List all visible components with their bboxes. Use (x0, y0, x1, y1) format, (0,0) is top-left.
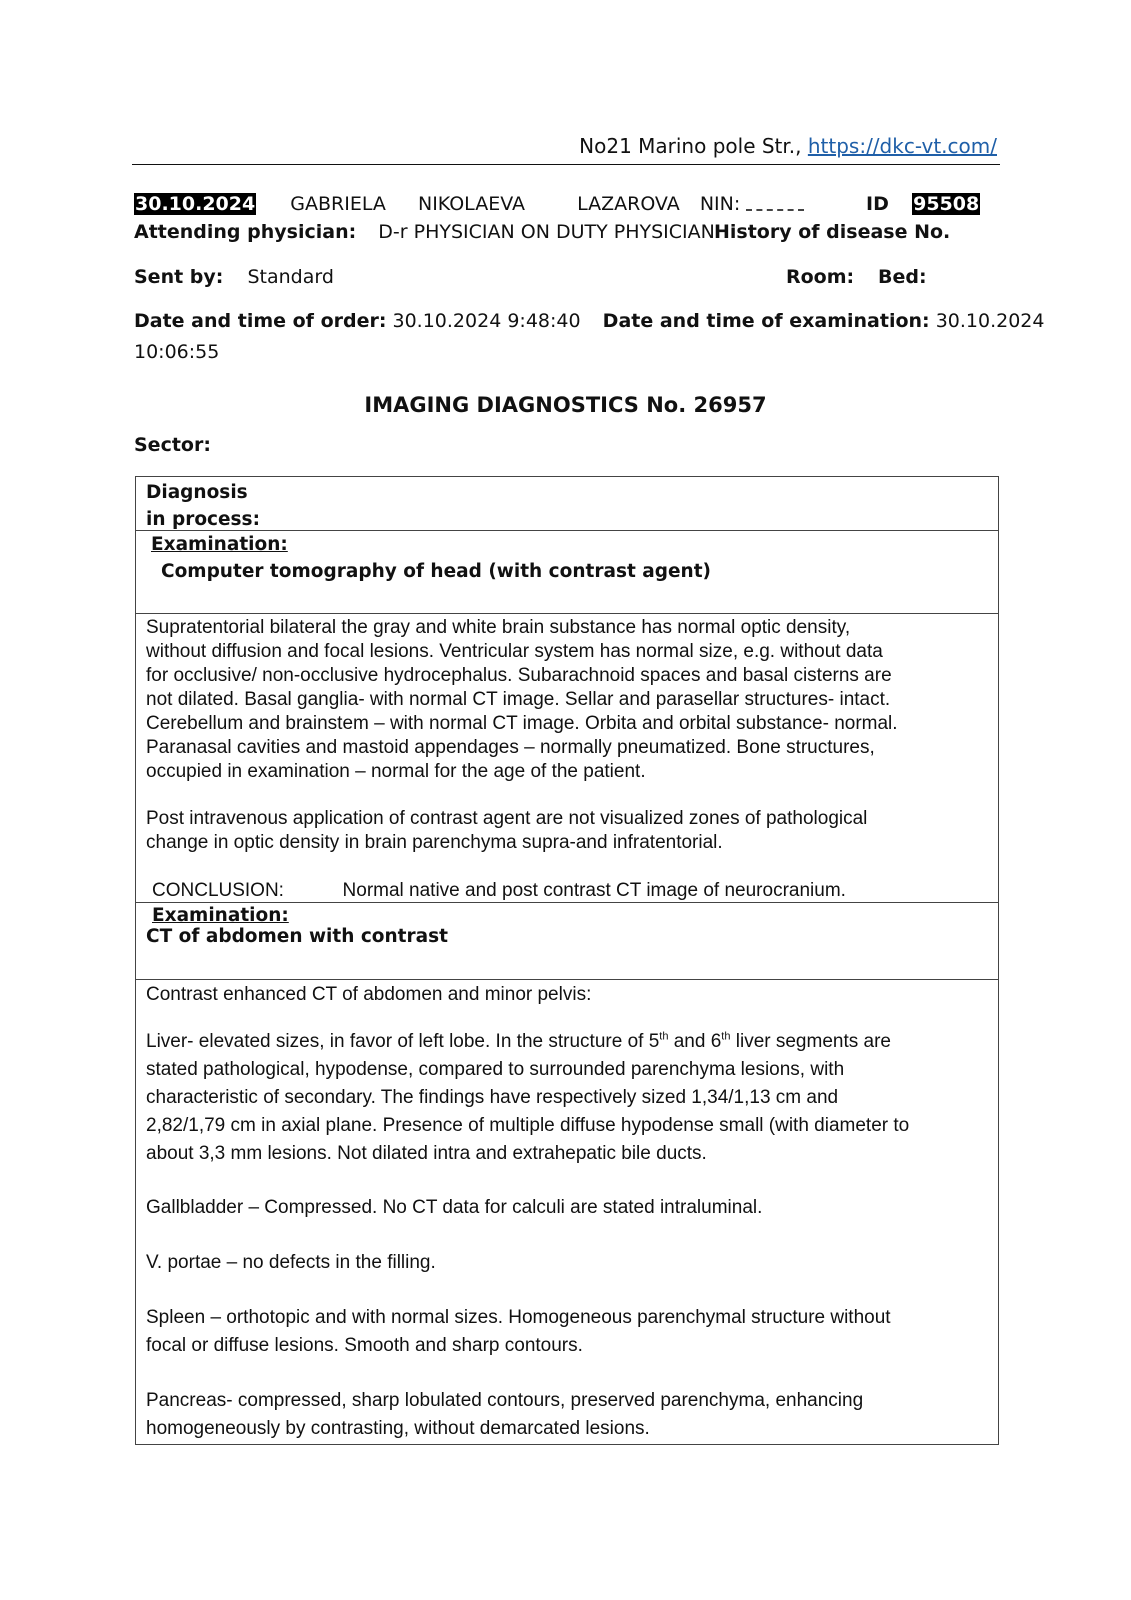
exam2-header-cell (135, 902, 999, 980)
findings-line: Cerebellum and brainstem – with normal CT image. Orbita and orbital substance- normal. (146, 713, 898, 734)
findings-line: Post intravenous application of contrast agent are not visualized zones of pathological (146, 808, 868, 829)
exam2-name: CT of abdomen with contrast (146, 926, 448, 947)
id-value: 95508 (913, 193, 980, 215)
header-divider (132, 164, 1000, 165)
pancreas-line: homogeneously by contrasting, without demarcated lesions. (146, 1418, 650, 1439)
exam2-findings-cell (135, 979, 999, 1445)
findings-line: without diffusion and focal lesions. Ventricular system has normal size, e.g. without data (146, 641, 883, 662)
nin-redacted (746, 199, 804, 211)
patient-middle-name: NIKOLAEVA (417, 193, 525, 215)
exam-date-label: Date and time of examination: (602, 310, 930, 332)
liver-line: 2,82/1,79 cm in axial plane. Presence of multiple diffuse hypodense small (with diameter to (146, 1115, 910, 1136)
exam2-heading: Examination: (152, 905, 289, 926)
liver-text-c: liver segments are (730, 1031, 891, 1052)
attending-label: Attending physician: (134, 221, 357, 243)
liver-line: about 3,3 mm lesions. Not dilated intra and extrahepatic bile ducts. (146, 1143, 707, 1164)
report-title: IMAGING DIAGNOSTICS No. 26957 (364, 393, 767, 417)
findings-line: change in optic density in brain parenchyma supra-and infratentorial. (146, 832, 723, 853)
sent-by-label: Sent by: (134, 266, 224, 288)
liver-text-a: Liver- elevated sizes, in favor of left lobe. In the structure of 5 (146, 1031, 660, 1052)
exam1-name: Computer tomography of head (with contrast agent) (161, 561, 711, 582)
order-line (134, 310, 1044, 332)
exam2-gallbladder: Gallbladder – Compressed. No CT data for calculi are stated intraluminal. (146, 1197, 763, 1218)
sent-by-value: Standard (247, 266, 334, 288)
id-label: ID (866, 193, 889, 215)
exam1-findings (146, 616, 998, 784)
diagnosis-cell (135, 476, 999, 531)
findings-line: occupied in examination – normal for the age of the patient. (146, 761, 646, 782)
exam2-liver (146, 1028, 998, 1168)
findings-line: Paranasal cavities and mastoid appendages – normally pneumatized. Bone structures, (146, 737, 875, 758)
bed-label: Bed: (878, 266, 927, 288)
order-label: Date and time of order: (134, 310, 387, 332)
spleen-line: focal or diffuse lesions. Smooth and sharp contours. (146, 1335, 583, 1356)
exam1-post-contrast (146, 807, 998, 855)
conclusion-label: CONCLUSION: (152, 880, 284, 901)
clinic-address (579, 134, 997, 158)
room-label: Room: (786, 266, 855, 288)
report-date: 30.10.2024 (135, 193, 256, 215)
liver-text-b: and 6 (668, 1031, 722, 1052)
patient-line (134, 193, 804, 215)
history-label: History of disease No. (714, 221, 951, 243)
attending-line (134, 221, 715, 243)
diagnosis-label-2: in process: (146, 509, 260, 530)
patient-first-name: GABRIELA (290, 193, 386, 215)
address-text: No21 Marino pole Str., (579, 134, 802, 158)
conclusion-text: Normal native and post contrast CT image of neurocranium. (342, 880, 846, 901)
spleen-line: Spleen – orthotopic and with normal sizes. Homogeneous parenchymal structure without (146, 1307, 891, 1328)
exam1-heading: Examination: (151, 534, 288, 555)
ordinal-sup: th (659, 1030, 669, 1043)
diagnosis-label-1: Diagnosis (146, 482, 248, 503)
patient-last-name: LAZAROVA (577, 193, 680, 215)
liver-line-first (146, 1028, 998, 1056)
sent-by-line (134, 266, 334, 288)
exam-time-value: 10:06:55 (134, 341, 220, 363)
exam1-conclusion (152, 879, 998, 903)
ordinal-sup: th (721, 1030, 731, 1043)
findings-line: not dilated. Basal ganglia- with normal CT image. Sellar and parasellar structures- intact. (146, 689, 891, 710)
findings-line: Supratentorial bilateral the gray and white brain substance has normal optic density, (146, 617, 851, 638)
exam1-header-cell (135, 530, 999, 614)
attending-value: D-r PHYSICIAN ON DUTY PHYSICIAN (378, 221, 715, 243)
nin-label: NIN: (699, 193, 741, 215)
exam2-portae: V. portae – no defects in the filling. (146, 1252, 436, 1273)
liver-line: characteristic of secondary. The findings have respectively sized 1,34/1,13 cm and (146, 1087, 839, 1108)
website-link[interactable]: https://dkc-vt.com/ (807, 134, 997, 158)
order-value: 30.10.2024 9:48:40 (392, 310, 581, 332)
exam-date-value: 30.10.2024 (935, 310, 1045, 332)
findings-line: for occlusive/ non-occlusive hydrocephalus. Subarachnoid spaces and basal cisterns are (146, 665, 892, 686)
sector-label: Sector: (134, 434, 211, 456)
exam2-spleen (146, 1304, 998, 1360)
exam2-pancreas (146, 1387, 998, 1443)
pancreas-line: Pancreas- compressed, sharp lobulated contours, preserved parenchyma, enhancing (146, 1390, 864, 1411)
patient-id (866, 193, 980, 215)
exam2-intro: Contrast enhanced CT of abdomen and minor pelvis: (146, 984, 592, 1005)
liver-line: stated pathological, hypodense, compared to surrounded parenchyma lesions, with (146, 1059, 845, 1080)
exam1-findings-cell (135, 613, 999, 903)
